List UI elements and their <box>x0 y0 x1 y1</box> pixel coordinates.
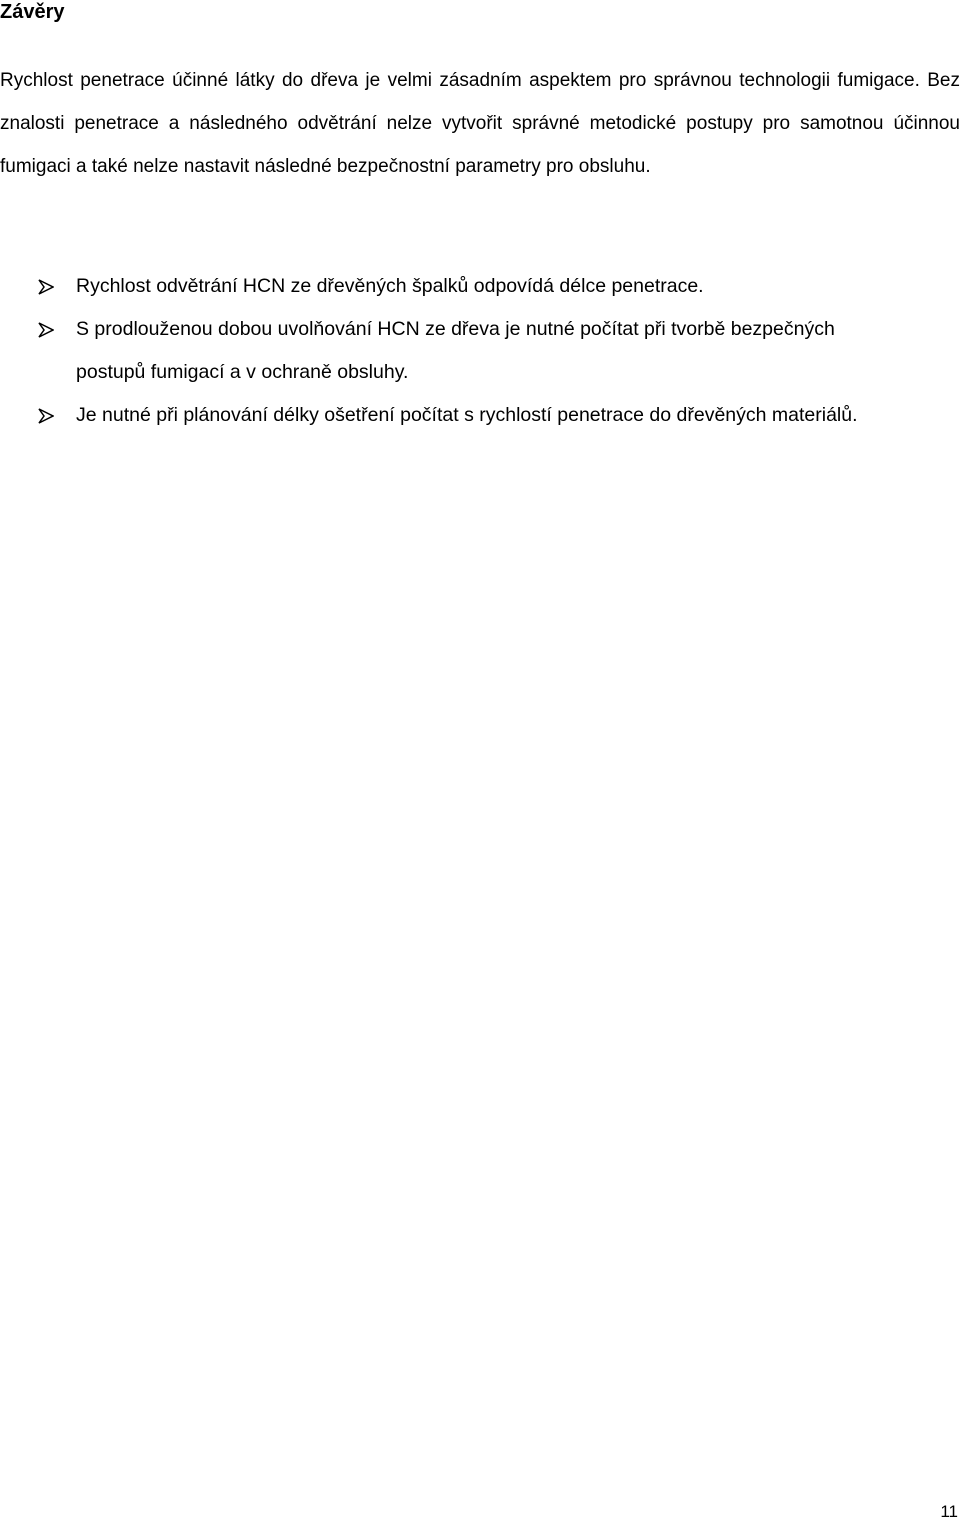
list-item <box>0 308 960 394</box>
arrow-bullet-icon <box>38 322 54 338</box>
list-item <box>0 394 960 437</box>
list-item-text-continued: postupů fumigací a v ochraně obsluhy. <box>76 361 409 383</box>
list-item-text: S prodlouženou dobou uvolňování HCN ze dřeva je nutné počítat při tvorbě bezpečných <box>76 318 835 340</box>
page-number: 11 <box>940 1502 958 1521</box>
body-paragraph: Rychlost penetrace účinné látky do dřeva je velmi zásadním aspektem pro správnou technologii fumigace. Bez znalosti penetrace a následného odvětrání nelze vytvořit správné metodické postupy pro samotnou účinnou fumigaci a také nelze nastavit následné bezpečnostní parametry pro obsluhu. <box>0 70 960 177</box>
arrow-bullet-icon <box>38 279 54 295</box>
list-item-text: Je nutné při plánování délky ošetření počítat s rychlostí penetrace do dřevěných materiálů. <box>76 404 858 426</box>
list-item-text: Rychlost odvětrání HCN ze dřevěných špalků odpovídá délce penetrace. <box>76 275 704 297</box>
conclusion-list <box>0 265 960 437</box>
section-heading: Závěry <box>0 1 65 23</box>
list-item <box>0 265 960 308</box>
arrow-bullet-icon <box>38 408 54 424</box>
